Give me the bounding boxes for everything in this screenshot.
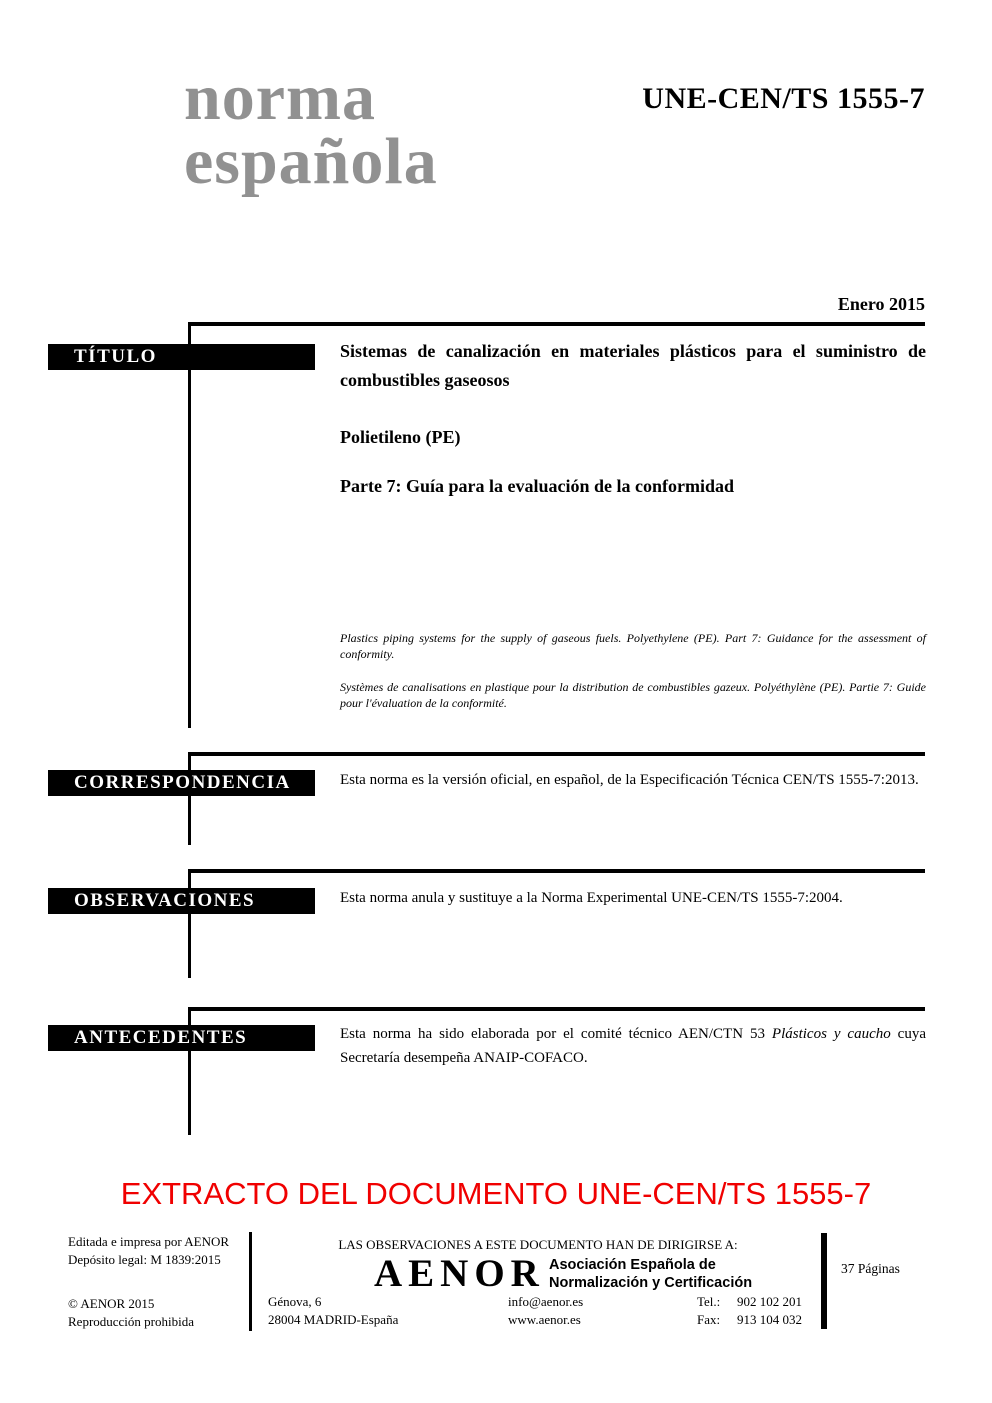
- antecedentes-label-box: [48, 1025, 315, 1051]
- brand-line-2: española: [184, 125, 438, 198]
- footer-email: info@aenor.es: [508, 1294, 584, 1309]
- translated-titles: [340, 631, 926, 711]
- footer-fax-label: Fax:: [697, 1312, 721, 1327]
- antecedentes-top-rule: [188, 1007, 925, 1011]
- aenor-org-name: [549, 1257, 752, 1292]
- correspondencia-label: CORRESPONDENCIA: [74, 772, 291, 793]
- title-english: Plastics piping systems for the supply of gaseous fuels. Polyethylene (PE). Part 7: Guidance for the assessment of conformity.: [340, 631, 926, 661]
- antecedentes-committee-name: Plásticos y caucho: [771, 1026, 891, 1042]
- brand-line-1: norma: [184, 61, 376, 134]
- correspondencia-content: [340, 768, 926, 792]
- footer-imprint: [68, 1233, 229, 1331]
- page-count: 37 Páginas: [841, 1261, 900, 1276]
- footer-phone-fax: [697, 1293, 802, 1329]
- titulo-label: TÍTULO: [74, 346, 157, 367]
- correspondencia-label-box: [48, 770, 315, 796]
- issue-date: Enero 2015: [837, 294, 925, 314]
- footer-notice: LAS OBSERVACIONES A ESTE DOCUMENTO HAN DE DIRIGIRSE A:: [338, 1237, 738, 1252]
- titulo-content: [340, 337, 926, 497]
- observaciones-top-rule: [188, 869, 925, 873]
- correspondencia-vertical-rule: [188, 752, 191, 845]
- extracto-banner: EXTRACTO DEL DOCUMENTO UNE-CEN/TS 1555-7: [120, 1176, 872, 1211]
- footer-telephone: [697, 1293, 802, 1311]
- footer-tel-label: Tel.:: [697, 1294, 721, 1309]
- footer-city: 28004 MADRID-España: [268, 1312, 399, 1327]
- footer-tel-value: 902 102 201: [737, 1294, 802, 1309]
- main-title: Sistemas de canalización en materiales plásticos para el suministro de combustibles gaseosos: [340, 341, 926, 390]
- footer-street: Génova, 6: [268, 1294, 322, 1309]
- footer-fax: [697, 1311, 802, 1329]
- antecedentes-text-before: Esta norma ha sido elaborada por el comité técnico AEN/CTN 53: [340, 1026, 772, 1042]
- material-subtitle: Polietileno (PE): [340, 427, 461, 447]
- footer-address: [268, 1293, 398, 1329]
- aenor-org-line1: Asociación Española de: [549, 1257, 716, 1273]
- footer-printed-by: Editada e impresa por AENOR: [68, 1234, 230, 1249]
- footer-divider-right: [821, 1233, 827, 1329]
- antecedentes-text-after: cuya Secretaría desempeña ANAIP-COFACO.: [340, 1026, 926, 1066]
- footer-legal-deposit: Depósito legal: M 1839:2015: [68, 1252, 221, 1267]
- observaciones-text: Esta norma anula y sustituye a la Norma Experimental UNE-CEN/TS 1555-7:2004.: [340, 890, 843, 906]
- part-subtitle: Parte 7: Guía para la evaluación de la conformidad: [340, 476, 734, 496]
- norma-espanola-logo: [184, 61, 438, 198]
- document-code: UNE-CEN/TS 1555-7: [642, 82, 925, 115]
- observaciones-vertical-rule: [188, 869, 191, 978]
- antecedentes-text: [340, 1022, 926, 1070]
- titulo-label-box: [48, 344, 315, 370]
- footer-copyright: © AENOR 2015: [68, 1296, 155, 1311]
- footer-website: www.aenor.es: [508, 1312, 581, 1327]
- observaciones-label: OBSERVACIONES: [74, 890, 256, 911]
- footer-contact-web: [508, 1293, 583, 1329]
- footer-reproduction: Reproducción prohibida: [68, 1314, 194, 1329]
- footer-fax-value: 913 104 032: [737, 1312, 802, 1327]
- correspondencia-text: Esta norma es la versión oficial, en español, de la Especificación Técnica CEN/TS 1555-7:2013.: [340, 772, 919, 788]
- footer-divider-left: [249, 1232, 252, 1331]
- observaciones-content: [340, 886, 926, 910]
- aenor-logo: AENOR: [374, 1252, 545, 1295]
- correspondencia-top-rule: [188, 752, 925, 756]
- antecedentes-label: ANTECEDENTES: [74, 1027, 248, 1048]
- titulo-top-rule: [188, 322, 925, 326]
- titulo-vertical-rule: [188, 322, 191, 728]
- antecedentes-content: [340, 1022, 926, 1070]
- title-french: Systèmes de canalisations en plastique pour la distribution de combustibles gazeux. Polyéthylène (PE). Partie 7: Guide pour l'évaluation de la conformité.: [340, 680, 926, 710]
- aenor-org-line2: Normalización y Certificación: [549, 1274, 753, 1291]
- observaciones-label-box: [48, 888, 315, 914]
